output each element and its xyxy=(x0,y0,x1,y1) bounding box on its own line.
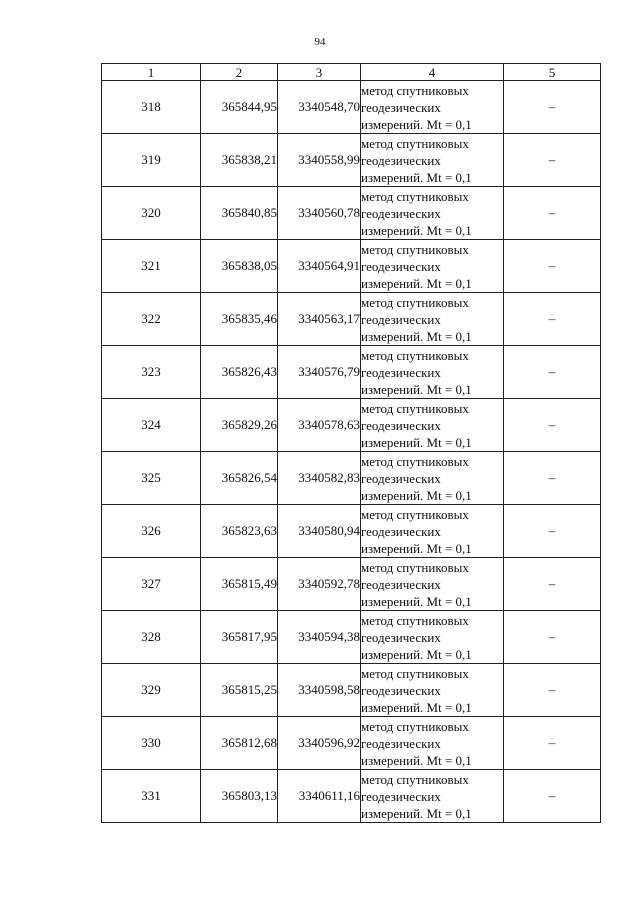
column-header-1: 1 xyxy=(102,64,201,81)
note-cell: – xyxy=(504,187,601,240)
column-header-5: 5 xyxy=(504,64,601,81)
y-coordinate-cell: 3340548,70 xyxy=(278,81,361,134)
x-coordinate-cell: 365835,46 xyxy=(201,293,278,346)
y-coordinate-cell: 3340578,63 xyxy=(278,399,361,452)
x-coordinate-cell: 365815,25 xyxy=(201,664,278,717)
table-row xyxy=(102,717,601,770)
table-row xyxy=(102,240,601,293)
y-coordinate-cell: 3340576,79 xyxy=(278,346,361,399)
point-number-cell: 331 xyxy=(102,770,201,823)
header-row xyxy=(102,64,601,81)
point-number-cell: 328 xyxy=(102,611,201,664)
method-cell: метод спутниковых геодезических измерений. Mt = 0,1 xyxy=(361,611,504,664)
table-header xyxy=(102,64,601,81)
x-coordinate-cell: 365823,63 xyxy=(201,505,278,558)
y-coordinate-cell: 3340596,92 xyxy=(278,717,361,770)
x-coordinate-cell: 365815,49 xyxy=(201,558,278,611)
method-cell: метод спутниковых геодезических измерений. Mt = 0,1 xyxy=(361,134,504,187)
note-cell: – xyxy=(504,558,601,611)
x-coordinate-cell: 365838,21 xyxy=(201,134,278,187)
point-number-cell: 325 xyxy=(102,452,201,505)
table-row xyxy=(102,134,601,187)
point-number-cell: 321 xyxy=(102,240,201,293)
y-coordinate-cell: 3340598,58 xyxy=(278,664,361,717)
point-number-cell: 327 xyxy=(102,558,201,611)
method-cell: метод спутниковых геодезических измерений. Mt = 0,1 xyxy=(361,293,504,346)
note-cell: – xyxy=(504,717,601,770)
note-cell: – xyxy=(504,134,601,187)
y-coordinate-cell: 3340611,16 xyxy=(278,770,361,823)
y-coordinate-cell: 3340592,78 xyxy=(278,558,361,611)
point-number-cell: 319 xyxy=(102,134,201,187)
table-row xyxy=(102,187,601,240)
point-number-cell: 322 xyxy=(102,293,201,346)
method-cell: метод спутниковых геодезических измерений. Mt = 0,1 xyxy=(361,717,504,770)
method-cell: метод спутниковых геодезических измерений. Mt = 0,1 xyxy=(361,452,504,505)
y-coordinate-cell: 3340594,38 xyxy=(278,611,361,664)
method-cell: метод спутниковых геодезических измерений. Mt = 0,1 xyxy=(361,187,504,240)
point-number-cell: 324 xyxy=(102,399,201,452)
method-cell: метод спутниковых геодезических измерений. Mt = 0,1 xyxy=(361,240,504,293)
table-row xyxy=(102,505,601,558)
table-row xyxy=(102,81,601,134)
table-row xyxy=(102,611,601,664)
note-cell: – xyxy=(504,664,601,717)
note-cell: – xyxy=(504,399,601,452)
note-cell: – xyxy=(504,240,601,293)
point-number-cell: 330 xyxy=(102,717,201,770)
method-cell: метод спутниковых геодезических измерений. Mt = 0,1 xyxy=(361,558,504,611)
note-cell: – xyxy=(504,346,601,399)
x-coordinate-cell: 365812,68 xyxy=(201,717,278,770)
note-cell: – xyxy=(504,505,601,558)
x-coordinate-cell: 365826,43 xyxy=(201,346,278,399)
note-cell: – xyxy=(504,770,601,823)
y-coordinate-cell: 3340580,94 xyxy=(278,505,361,558)
page-number: 94 xyxy=(314,36,326,48)
table-row xyxy=(102,452,601,505)
method-cell: метод спутниковых геодезических измерений. Mt = 0,1 xyxy=(361,505,504,558)
point-number-cell: 318 xyxy=(102,81,201,134)
y-coordinate-cell: 3340582,83 xyxy=(278,452,361,505)
method-cell: метод спутниковых геодезических измерений. Mt = 0,1 xyxy=(361,399,504,452)
point-number-cell: 326 xyxy=(102,505,201,558)
point-number-cell: 329 xyxy=(102,664,201,717)
x-coordinate-cell: 365844,95 xyxy=(201,81,278,134)
y-coordinate-cell: 3340558,99 xyxy=(278,134,361,187)
y-coordinate-cell: 3340560,78 xyxy=(278,187,361,240)
x-coordinate-cell: 365838,05 xyxy=(201,240,278,293)
x-coordinate-cell: 365826,54 xyxy=(201,452,278,505)
x-coordinate-cell: 365829,26 xyxy=(201,399,278,452)
table-row xyxy=(102,346,601,399)
method-cell: метод спутниковых геодезических измерений. Mt = 0,1 xyxy=(361,81,504,134)
method-cell: метод спутниковых геодезических измерений. Mt = 0,1 xyxy=(361,346,504,399)
table-row xyxy=(102,399,601,452)
note-cell: – xyxy=(504,452,601,505)
method-cell: метод спутниковых геодезических измерений. Mt = 0,1 xyxy=(361,664,504,717)
note-cell: – xyxy=(504,81,601,134)
coordinates-table xyxy=(101,63,601,823)
column-header-2: 2 xyxy=(201,64,278,81)
table-row xyxy=(102,293,601,346)
point-number-cell: 320 xyxy=(102,187,201,240)
y-coordinate-cell: 3340563,17 xyxy=(278,293,361,346)
table-row xyxy=(102,664,601,717)
note-cell: – xyxy=(504,293,601,346)
column-header-3: 3 xyxy=(278,64,361,81)
y-coordinate-cell: 3340564,91 xyxy=(278,240,361,293)
table-row xyxy=(102,770,601,823)
method-cell: метод спутниковых геодезических измерений. Mt = 0,1 xyxy=(361,770,504,823)
x-coordinate-cell: 365803,13 xyxy=(201,770,278,823)
x-coordinate-cell: 365840,85 xyxy=(201,187,278,240)
table-body xyxy=(102,81,601,823)
column-header-4: 4 xyxy=(361,64,504,81)
point-number-cell: 323 xyxy=(102,346,201,399)
table-row xyxy=(102,558,601,611)
note-cell: – xyxy=(504,611,601,664)
x-coordinate-cell: 365817,95 xyxy=(201,611,278,664)
